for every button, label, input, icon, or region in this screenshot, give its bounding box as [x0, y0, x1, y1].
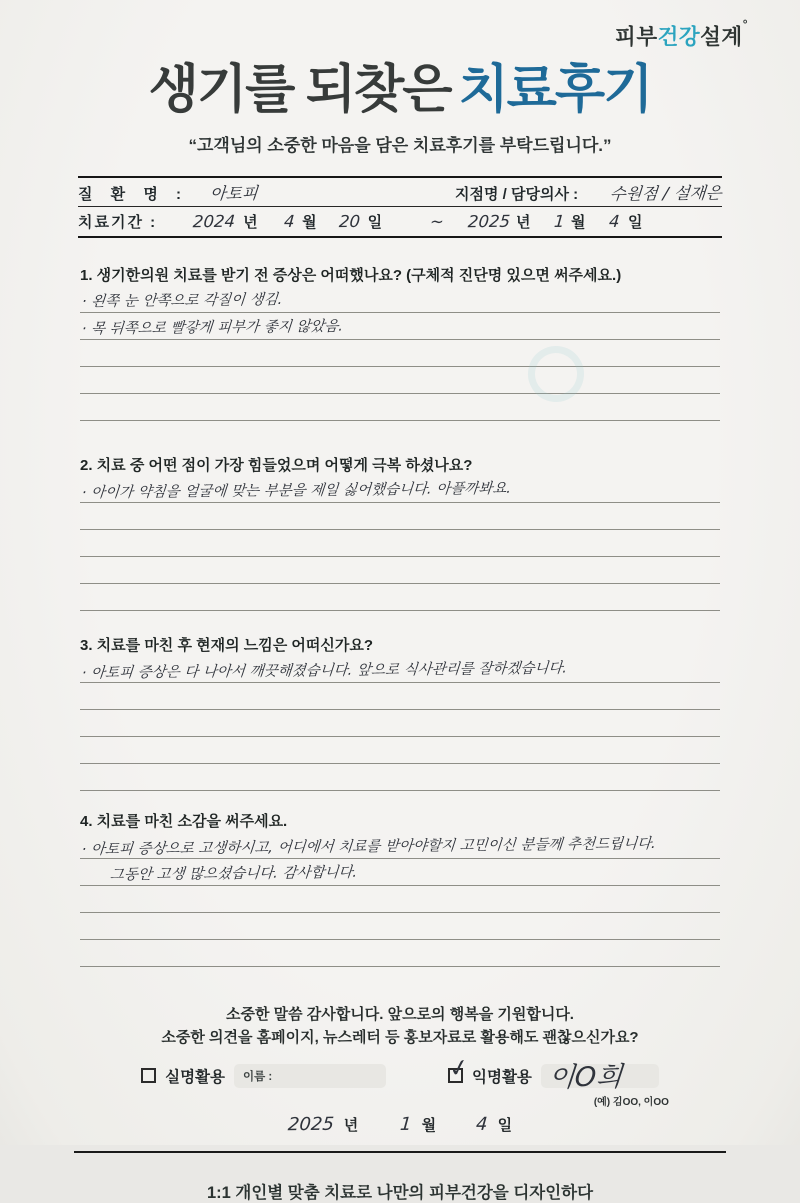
disease-label: 질 환 명 : [78, 186, 188, 204]
handwritten-signature: 이O희 [547, 1061, 624, 1094]
handwritten-check-mark: ✓ [446, 1052, 472, 1084]
example-hint-text: (예) 김OO, 이OO [593, 1096, 669, 1108]
disease-cell [78, 180, 258, 204]
question-1-label: 1. 생기한의원 치료를 받기 전 증상은 어떠했나요? (구체적 진단명 있으면 써주세요.) [80, 267, 622, 285]
blank-ruled-line [80, 503, 720, 530]
real-name-label: 실명활용 [165, 1068, 225, 1086]
question-4-answer-1: · 아토피 증상으로 고생하시고, 어디에서 치료를 받아야할지 고민이신 분들께 추천드립니다. [81, 836, 657, 859]
logo-degree-mark: ° [742, 17, 748, 31]
footer-slogan: 1:1 개인별 맞춤 치료로 나만의 피부건강을 디자인하다 [206, 1183, 594, 1202]
blank-ruled-line [80, 886, 720, 913]
question-4-label: 4. 치료를 마친 소감을 써주세요. [80, 813, 288, 831]
blank-ruled-line [80, 584, 720, 611]
blank-ruled-line [80, 557, 720, 584]
answer-line [80, 286, 720, 313]
date-year-unit: 년 [343, 1116, 359, 1134]
consent-options [0, 1052, 800, 1108]
question-4-answer-2: 그동안 고생 많으셨습니다. 감사합니다. [109, 864, 358, 884]
blank-ruled-line [80, 913, 720, 940]
month-unit-2: 월 [570, 214, 586, 232]
real-name-checkbox[interactable] [141, 1068, 156, 1083]
anonymous-checkbox[interactable] [446, 1052, 472, 1084]
year-unit-2: 년 [515, 214, 531, 232]
real-name-option [141, 1064, 386, 1088]
question-2-label: 2. 치료 중 어떤 점이 가장 힘들었으며 어떻게 극복 하셨나요? [80, 457, 473, 475]
blank-ruled-line [80, 394, 720, 421]
question-3-answer-1: · 아토피 증상은 다 나아서 깨끗해졌습니다. 앞으로 식사관리를 잘하겠습니다. [81, 660, 568, 682]
clinic-label: 지점명 / 담당의사 : [455, 186, 579, 204]
period-end-day: 4 [608, 212, 621, 232]
blank-ruled-line [80, 710, 720, 737]
answer-line [80, 832, 720, 859]
month-unit: 월 [302, 214, 317, 232]
name-input-field[interactable] [234, 1064, 386, 1088]
anonymous-label: 익명활용 [472, 1068, 532, 1086]
period-end-year: 2025 [467, 211, 511, 232]
period-start-year: 2024 [192, 211, 236, 232]
period-tilde: ~ [429, 212, 445, 232]
logo-accent-text: 건강 [657, 25, 701, 49]
anonymous-name-field[interactable] [541, 1061, 669, 1108]
day-unit-2: 일 [627, 214, 643, 232]
info-row-disease [78, 178, 722, 207]
period-start-month: 4 [282, 212, 295, 232]
day-unit: 일 [367, 214, 383, 232]
date-year-handwritten: 2025 [287, 1113, 335, 1135]
question-block-4 [80, 810, 720, 967]
period-start-day: 20 [337, 212, 361, 232]
answer-line [80, 476, 720, 503]
blank-ruled-line [80, 737, 720, 764]
date-day-handwritten: 4 [475, 1113, 489, 1135]
clinic-cell [455, 180, 722, 204]
name-field-label: 이름 : [243, 1070, 273, 1083]
question-sections [80, 264, 720, 967]
date-month-handwritten: 1 [399, 1113, 413, 1135]
question-1-answer-1: · 왼쪽 눈 안쪽으로 각질이 생김. [81, 292, 284, 311]
closing-line-1: 소중한 말씀 감사합니다. 앞으로의 행복을 기원합니다. [226, 1006, 574, 1024]
signature-date [0, 1114, 800, 1135]
year-unit: 년 [243, 214, 258, 232]
question-1-answer-2: · 목 뒤쪽으로 빨갛게 피부가 좋지 않았음. [81, 318, 344, 338]
answer-line [80, 656, 720, 683]
date-month-unit: 월 [421, 1116, 437, 1134]
question-3-label: 3. 치료를 마친 후 현재의 느낌은 어떠신가요? [80, 637, 374, 655]
subtitle: “고객님의 소중한 마음을 담은 치료후기를 부탁드립니다.” [188, 136, 612, 156]
question-2-answer-1: · 아이가 약침을 얼굴에 맞는 부분을 제일 싫어했습니다. 아플까봐요. [81, 480, 512, 502]
logo-prefix: 피부 [615, 25, 658, 49]
closing-message [0, 1003, 800, 1050]
answer-line [80, 859, 720, 886]
period-end-month: 1 [553, 212, 566, 232]
anonymous-option [446, 1052, 669, 1108]
blank-ruled-line [80, 764, 720, 791]
footer-divider [74, 1151, 726, 1153]
blank-ruled-line [80, 340, 720, 367]
answer-line [80, 313, 720, 340]
info-row-period [78, 207, 722, 236]
blank-ruled-line [80, 683, 720, 710]
logo-suffix: 설계 [700, 25, 743, 49]
date-day-unit: 일 [497, 1116, 513, 1134]
clinic-logo [615, 17, 748, 51]
question-block-2 [80, 454, 720, 611]
blank-ruled-line [80, 367, 720, 394]
title-accent: 치료후기 [458, 61, 652, 119]
question-block-3 [80, 634, 720, 791]
closing-line-2: 소중한 의견을 홈페이지, 뉴스레터 등 홍보자료로 활용해도 괜찮으신가요? [161, 1029, 639, 1047]
blank-ruled-line [80, 940, 720, 967]
title-plain: 생기를 되찾은 [148, 61, 451, 119]
clinic-value-handwritten: 수원점 / 설재은 [609, 183, 723, 204]
patient-info-table [78, 176, 722, 238]
question-block-1 [80, 264, 720, 421]
disease-value-handwritten: 아토피 [209, 183, 259, 204]
page-title [0, 62, 800, 119]
blank-ruled-line [80, 530, 720, 557]
period-label: 치료기간 : [78, 214, 158, 232]
